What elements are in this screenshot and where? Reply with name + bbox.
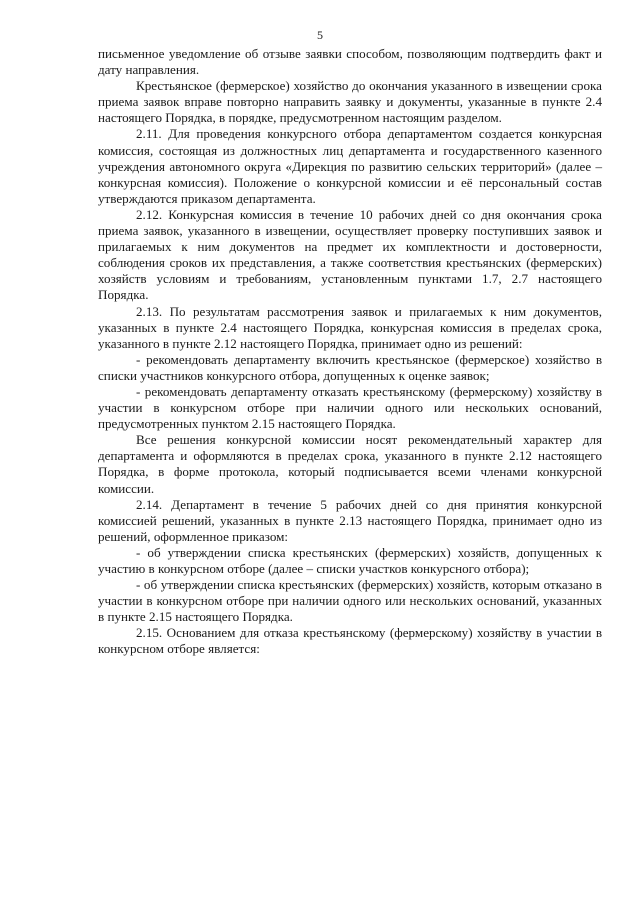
paragraph: Крестьянское (фермерское) хозяйство до окончания указанного в извещении срока приема заявок вправе повторно направить заявку и документы, указанные в пункте 2.4 настоящего Порядка, в порядке, предусмотренном настоящим разделом.: [98, 78, 602, 126]
page-number: 5: [317, 28, 323, 42]
list-item: - рекомендовать департаменту включить крестьянское (фермерское) хозяйство в списки участников конкурсного отбора, допущенных к оценке заявок;: [98, 351, 602, 383]
paragraph-2-14: 2.14. Департамент в течение 5 рабочих дней со дня принятия конкурсной комиссией решений, указанных в пункте 2.13 настоящего Порядка, принимает одно из решений, оформленное приказом:: [98, 496, 602, 544]
list-item: - об утверждении списка крестьянских (фермерских) хозяйств, допущенных к участию в конкурсном отборе (далее – списки участков конкурсного отбора);: [98, 544, 602, 576]
paragraph-2-11: 2.11. Для проведения конкурсного отбора департаментом создается конкурсная комиссия, состоящая из должностных лиц департамента и государственного казенного учреждения автономного округа «Дирекция по развитию сельских территорий» (далее – конкурсная комиссия). Положение о конкурсной комиссии и её персональный состав утверждаются приказом департамента.: [98, 126, 602, 206]
paragraph-2-12: 2.12. Конкурсная комиссия в течение 10 рабочих дней со дня окончания срока приема заявок, указанного в извещении, осуществляет проверку поступивших заявок и прилагаемых к ним документов на предмет их комплектности и достоверности, соблюдения сроков их представления, а также соответствия крестьянских (фермерских) хозяйств условиям и требованиям, установленным пунктами 1.7, 2.7 настоящего Порядка.: [98, 206, 602, 303]
list-item: - об утверждении списка крестьянских (фермерских) хозяйств, которым отказано в участии в конкурсном отборе при наличии одного или нескольких оснований, указанных в пункте 2.15 настоящего Порядка.: [98, 577, 602, 625]
paragraph: Все решения конкурсной комиссии носят рекомендательный характер для департамента и оформляются в пределах срока, указанного в пункте 2.12 настоящего Порядка, в форме протокола, который подписывается всеми членами конкурсной комиссии.: [98, 432, 602, 496]
paragraph-continuation: письменное уведомление об отзыве заявки способом, позволяющим подтвердить факт и дату направления.: [98, 46, 602, 78]
list-item: - рекомендовать департаменту отказать крестьянскому (фермерскому) хозяйству в участии в конкурсном отборе при наличии одного или нескольких оснований, предусмотренных пунктом 2.15 настоящего Порядка.: [98, 383, 602, 432]
paragraph-2-13: 2.13. По результатам рассмотрения заявок и прилагаемых к ним документов, указанных в пункте 2.4 настоящего Порядка, конкурсная комиссия в пределах срока, указанного в пункте 2.12 настоящего Порядка, принимает одно из решений:: [98, 303, 602, 351]
paragraph-2-15: 2.15. Основанием для отказа крестьянскому (фермерскому) хозяйству в участии в конкурсном отборе является:: [98, 625, 602, 657]
document-body: [98, 46, 602, 658]
